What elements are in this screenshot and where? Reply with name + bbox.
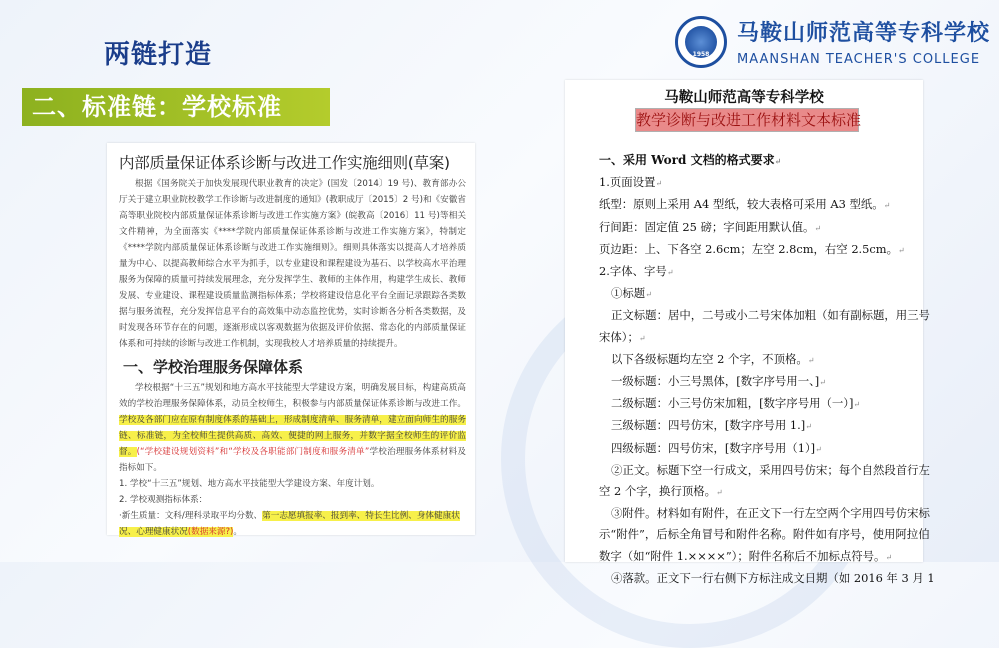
left-document <box>107 143 475 535</box>
doc-line: 示“附件”，后标全角冒号和附件名称。附件如有序号，使用阿拉伯 <box>599 527 930 542</box>
college-name-cn: 马鞍山师范高等专科学校 <box>737 20 991 46</box>
doc-line: 数字（如“附件 1.××××”）；附件名称后不加标点符号。↵ <box>599 548 893 563</box>
doc-line: 行间距：固定值 25 磅；字间距用默认值。↵ <box>599 219 822 234</box>
item3-plain: ·新生质量：文科/理科录取平均分数、 <box>119 511 263 521</box>
right-doc-subtitle: 教学诊断与改进工作材料文本标准 <box>635 108 859 132</box>
doc-line: 1.页面设置↵ <box>599 175 663 190</box>
emblem-year: 1958 <box>692 51 710 58</box>
doc-line: ③附件。材料如有附件，在正文下一行左空两个字用四号仿宋标 <box>611 506 930 521</box>
doc-line: 正文标题：居中，二号或小二号宋体加粗（如有副标题，用三号 <box>611 308 930 323</box>
doc-line: ④落款。正文下一行右侧下方标注成文日期（如 2016 年 3 月 1 <box>611 570 935 585</box>
item3-end: 。 <box>233 527 243 537</box>
left-doc-heading: 一、学校治理服务保障体系 <box>123 358 304 376</box>
p1-red: (“学校建设规划资料”和“学校及各职能部门制度和服务清单” <box>136 447 370 457</box>
right-doc-body <box>599 150 935 589</box>
p1-tail: 学校治理服务体系材料及指标如下。 <box>119 447 466 473</box>
section-banner: 二、标准链：学校标准 <box>22 88 330 126</box>
left-doc-item-2: 2. 学校观测指标体系： <box>119 495 208 505</box>
left-doc-item-1: 1. 学校“十三五”规划、地方高水平技能型大学建设方案、年度计划。 <box>119 479 380 489</box>
left-doc-intro: 根据《国务院关于加快发展现代职业教育的决定》(国发〔2014〕19 号)、教育部办公厅关于建立职业院校教学工作诊断与改进制度的通知》(教职成厅〔2015〕2 号)和《安徽省高等职业院校内部质量保证体系诊断与改进工作实施方案》(皖教高〔2016〕11 号)等相关文件精神，为全面落实《****学院内部质量保证体系诊断与改进工作实施方案》，特制定《****学院内部质量保证体系诊断与改进工作实施细则》。细则具体落实以提高人才培养质量为中心、以提高教师综合水平为抓手，以专业建设和课程建设为基石、以学校高水平治理服务为保障的质量可持续发展理念，充分发挥学生、教师的主体作用，构建学生成长、教师发展、专业建设、课程建设质量监测指标体系；学校将建设信息化平台全面记录跟踪各类数据与服务流程，充分发挥信息平台的高效集中动态监控优势，实时诊断各分析各类数据，及时发现各环节存在的问题，逐渐形成以客观数据为依据及评价依据、常态化的内部质量保证体系和可持续的诊断与改进工作机制，实现我校人才培养质量的持续提升。 <box>119 179 466 349</box>
item3-red: (数据来源?) <box>187 527 234 537</box>
left-doc-item-3 <box>119 508 466 540</box>
doc-line: ②正文。标题下空一行成文，采用四号仿宋；每个自然段首行左 <box>611 462 930 477</box>
slide-title: 两链打造 <box>104 40 213 70</box>
doc-line: 宋体）；↵ <box>599 329 646 344</box>
left-doc-title: 内部质量保证体系诊断与改进工作实施细则(草案) <box>119 154 450 172</box>
p1-plain: 学校根据“十三五”规划和地方高水平技能型大学建设方案，明确发展目标，构建高质高效的学校治理服务保障体系，动员全校师生，积极参与内部质量保证体系诊断与改进工作。 <box>119 383 466 409</box>
doc-line: 纸型：原则上采用 A4 型纸，较大表格可采用 A3 型纸。↵ <box>599 197 891 212</box>
doc-line: 2.字体、字号↵ <box>599 264 674 279</box>
right-document <box>565 80 935 585</box>
right-doc-school: 马鞍山师范高等专科学校 <box>664 89 824 106</box>
doc-line: 三级标题：四号仿宋，[数字序号用 1.]↵ <box>611 418 812 433</box>
doc-line: 一、采用 Word 文档的格式要求↵ <box>599 153 782 167</box>
doc-line: ①标题↵ <box>611 286 652 301</box>
doc-line: 二级标题：小三号仿宋加粗，[数字序号用（一）]↵ <box>611 396 861 411</box>
p1-highlight: 学校及各部门应在原有制度体系的基础上，形成制度清单、服务清单，建立面向师生的服务链、标准链，为全校师生提供高质、高效、便捷的网上服务，并数字据全校师生的评价监督。 <box>119 415 466 457</box>
doc-line: 以下各级标题均左空 2 个字，不顶格。↵ <box>611 351 815 366</box>
college-name-en: MAANSHAN TEACHER'S COLLEGE <box>737 52 981 67</box>
doc-line: 空 2 个字，换行顶格。↵ <box>599 484 723 499</box>
left-doc-paragraph <box>119 380 466 476</box>
college-emblem-icon <box>675 16 727 68</box>
doc-line: 一级标题：小三号黑体，[数字序号用一、]↵ <box>611 374 826 389</box>
doc-line: 页边距：上、下各空 2.6cm；左空 2.8cm，右空 2.5cm。↵ <box>599 241 905 256</box>
college-logo <box>675 12 990 74</box>
doc-line: 四级标题：四号仿宋，[数字序号用（1）]↵ <box>611 440 822 455</box>
item3-highlight: 第一志愿填报率、报到率、特长生比例、身体健康状况、心理健康状况 <box>119 511 460 537</box>
